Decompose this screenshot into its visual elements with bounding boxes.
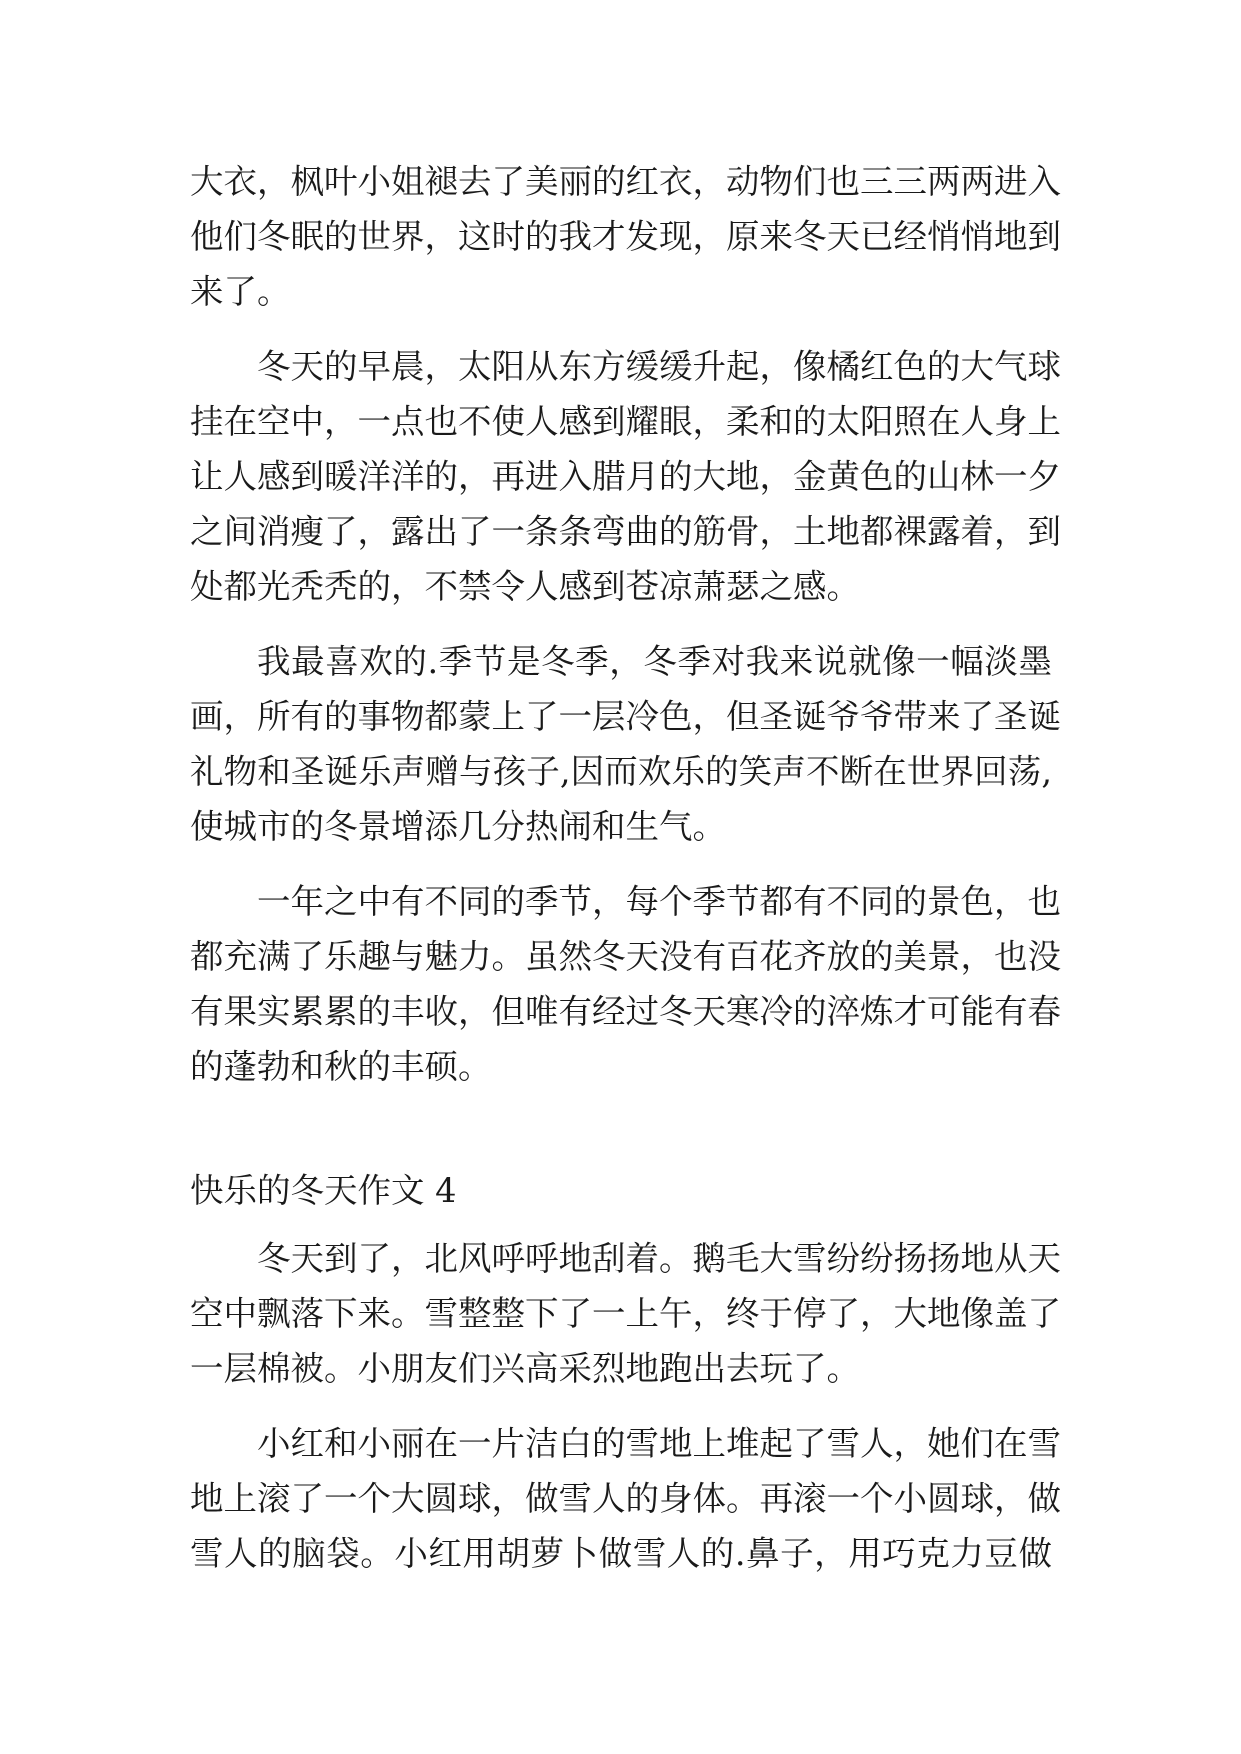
text-line: 画，所有的事物都蒙上了一层冷色，但圣诞爷爷带来了圣诞 [190,697,1061,736]
text-line: 使城市的冬景增添几分热闹和生气。 [190,807,726,846]
text-line: 的蓬勃和秋的丰硕。 [190,1047,492,1086]
text-line: 让人感到暖洋洋的，再进入腊月的大地，金黄色的山林一夕 [190,457,1061,496]
text-line: 大衣，枫叶小姐褪去了美丽的红衣，动物们也三三两两进入 [190,162,1061,201]
paragraph [190,1416,1061,1581]
paragraph [190,634,1061,854]
section-heading: 快乐的冬天作文 4 [190,1171,457,1210]
text-line: 礼物和圣诞乐声赠与孩子,因而欢乐的笑声不断在世界回荡, [190,752,1052,791]
paragraph [190,154,1061,319]
paragraph [190,874,1061,1094]
text-line: 一年之中有不同的季节，每个季节都有不同的景色，也 [257,882,1061,921]
text-line: 他们冬眠的世界，这时的我才发现，原来冬天已经悄悄地到 [190,217,1061,256]
text-line: 小红和小丽在一片洁白的雪地上堆起了雪人，她们在雪 [257,1424,1061,1463]
text-line: 之间消瘦了，露出了一条条弯曲的筋骨，土地都裸露着，到 [190,512,1061,551]
text-line: 空中飘落下来。雪整整下了一上午，终于停了，大地像盖了 [190,1294,1061,1333]
text-line: 处都光秃秃的，不禁令人感到苍凉萧瑟之感。 [190,567,860,606]
text-line: 挂在空中，一点也不使人感到耀眼，柔和的太阳照在人身上 [190,402,1061,441]
text-line: 冬天到了，北风呼呼地刮着。鹅毛大雪纷纷扬扬地从天 [257,1239,1061,1278]
paragraph [190,1231,1061,1396]
text-line: 都充满了乐趣与魅力。虽然冬天没有百花齐放的美景，也没 [190,937,1061,976]
text-line: 雪人的脑袋。小红用胡萝卜做雪人的.鼻子，用巧克力豆做 [190,1534,1052,1573]
paragraph [190,339,1061,614]
text-line: 一层棉被。小朋友们兴高采烈地跑出去玩了。 [190,1349,860,1388]
text-line: 有果实累累的丰收，但唯有经过冬天寒冷的淬炼才可能有春 [190,992,1061,1031]
document-page [190,154,1061,1581]
text-line: 冬天的早晨，太阳从东方缓缓升起，像橘红色的大气球 [257,347,1061,386]
text-line: 地上滚了一个大圆球，做雪人的身体。再滚一个小圆球，做 [190,1479,1061,1518]
text-line: 来了。 [190,272,291,311]
text-line: 我最喜欢的.季节是冬季，冬季对我来说就像一幅淡墨 [257,642,1052,681]
